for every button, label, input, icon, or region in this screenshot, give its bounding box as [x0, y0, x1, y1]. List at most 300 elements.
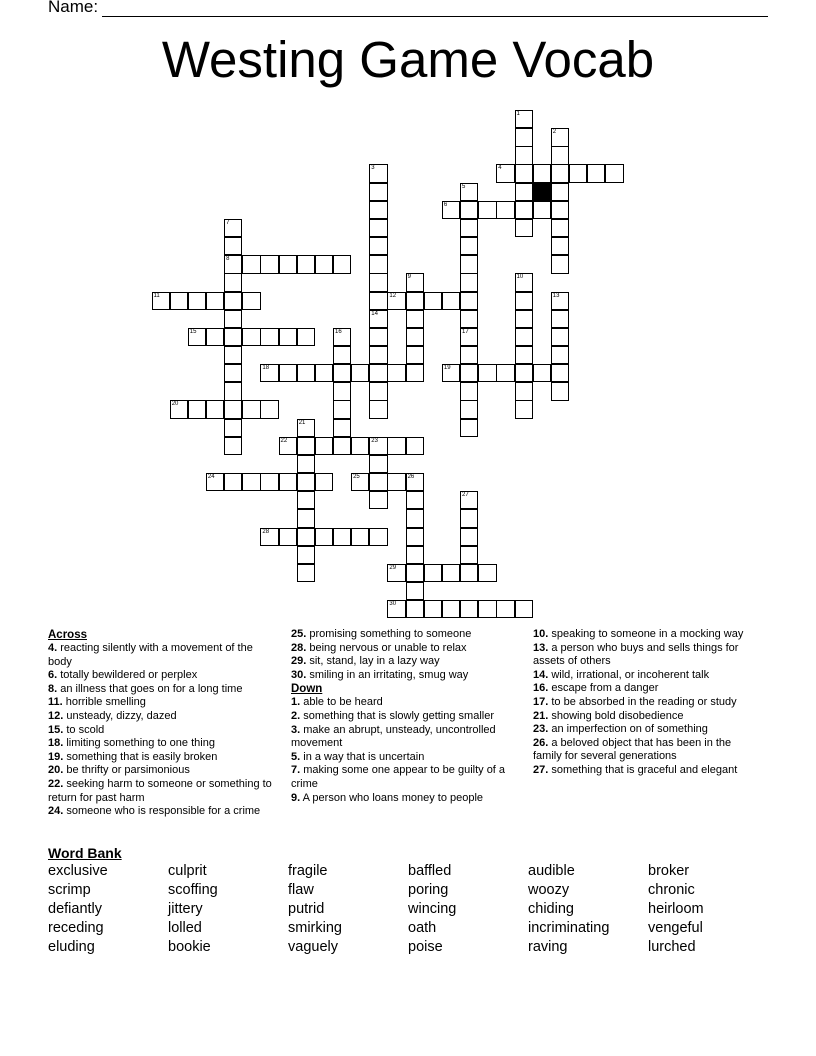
- clue-item-number: 18.: [48, 737, 64, 750]
- clue-number: 7: [226, 219, 230, 226]
- crossword-cell[interactable]: [551, 164, 569, 182]
- crossword-cell[interactable]: [496, 201, 514, 219]
- clue-number: 18: [262, 365, 270, 372]
- crossword-cell[interactable]: [297, 437, 315, 455]
- crossword-cell[interactable]: [333, 364, 351, 382]
- crossword-cell[interactable]: [315, 528, 333, 546]
- crossword-cell[interactable]: [533, 164, 551, 182]
- crossword-cell[interactable]: [496, 600, 514, 618]
- crossword-cell[interactable]: [315, 473, 333, 491]
- clue-item-text: in a way that is uncertain: [300, 750, 425, 763]
- crossword-cell[interactable]: [387, 292, 405, 310]
- clues-column-1: [48, 628, 272, 819]
- crossword-cell[interactable]: [333, 437, 351, 455]
- word-bank: [48, 862, 808, 957]
- clue-item-number: 4.: [48, 642, 58, 654]
- crossword-cell[interactable]: [279, 255, 297, 273]
- crossword-cell[interactable]: [333, 400, 351, 418]
- crossword-cell[interactable]: [260, 400, 278, 418]
- crossword-cell[interactable]: [515, 400, 533, 418]
- crossword-cell[interactable]: [605, 164, 623, 182]
- clue-item-text: something that is graceful and elegant: [548, 763, 738, 776]
- crossword-cell[interactable]: [224, 382, 242, 400]
- clue-item: [291, 764, 516, 791]
- crossword-cell[interactable]: [369, 237, 387, 255]
- crossword-cell[interactable]: [387, 600, 405, 618]
- crossword-cell[interactable]: [460, 328, 478, 346]
- crossword-cell[interactable]: [333, 528, 351, 546]
- clue-number: 26: [407, 474, 415, 480]
- clue-item-number: 6.: [48, 669, 58, 682]
- crossword-cell[interactable]: [587, 164, 605, 182]
- crossword-cell[interactable]: [260, 528, 278, 546]
- crossword-cell[interactable]: [406, 600, 424, 618]
- crossword-cell[interactable]: [224, 255, 242, 273]
- down-heading: Down: [291, 683, 323, 696]
- crossword-cell[interactable]: [387, 473, 405, 491]
- crossword-cell[interactable]: [406, 546, 424, 564]
- clue-number: 11: [153, 292, 160, 299]
- crossword-cell[interactable]: [369, 273, 387, 291]
- crossword-cell[interactable]: [460, 201, 478, 219]
- clue-item-text: A person who loans money to people: [300, 791, 484, 804]
- crossword-cell[interactable]: [515, 183, 533, 201]
- crossword-cell[interactable]: [369, 292, 387, 310]
- crossword-cell[interactable]: [515, 346, 533, 364]
- crossword-cell[interactable]: [333, 346, 351, 364]
- clue-item-number: 16.: [533, 682, 549, 695]
- crossword-cell[interactable]: [460, 255, 478, 273]
- clue-item-number: 11.: [48, 696, 63, 709]
- crossword-cell[interactable]: [406, 364, 424, 382]
- clue-item: [533, 710, 759, 724]
- clue-item-number: 27.: [533, 763, 549, 776]
- word-bank-item: putrid: [288, 901, 325, 917]
- clue-number: 9: [407, 274, 411, 281]
- crossword-cell[interactable]: [406, 473, 424, 491]
- clue-item: [48, 696, 272, 710]
- crossword-cell[interactable]: [424, 600, 442, 618]
- crossword-cell[interactable]: [551, 201, 569, 219]
- crossword-cell[interactable]: [551, 183, 569, 201]
- word-bank-item: jittery: [168, 901, 203, 917]
- crossword-cell[interactable]: [442, 564, 460, 582]
- crossword-cell[interactable]: [369, 473, 387, 491]
- crossword-cell[interactable]: [224, 273, 242, 291]
- crossword-cell[interactable]: [333, 382, 351, 400]
- clue-item: [291, 669, 516, 683]
- clue-item-text: speaking to someone in a mocking way: [548, 628, 744, 640]
- crossword-cell[interactable]: [496, 364, 514, 382]
- crossword-cell[interactable]: [424, 564, 442, 582]
- crossword-cell[interactable]: [369, 201, 387, 219]
- crossword-cell[interactable]: [224, 364, 242, 382]
- word-bank-item: vaguely: [288, 939, 338, 955]
- crossword-cell[interactable]: [297, 509, 315, 527]
- crossword-cell[interactable]: [279, 528, 297, 546]
- crossword-cell[interactable]: [478, 564, 496, 582]
- clue-item-number: 23.: [533, 723, 549, 736]
- crossword-cell[interactable]: [515, 328, 533, 346]
- clue-item: [291, 696, 516, 710]
- crossword-cell[interactable]: [260, 473, 278, 491]
- word-bank-item: bookie: [168, 939, 211, 955]
- crossword-cell[interactable]: [460, 546, 478, 564]
- crossword-cell[interactable]: [224, 219, 242, 237]
- word-bank-heading: Word Bank: [48, 845, 122, 861]
- crossword-cell[interactable]: [170, 400, 188, 418]
- crossword-cell[interactable]: [478, 600, 496, 618]
- crossword-cell[interactable]: [460, 382, 478, 400]
- crossword-cell[interactable]: [224, 237, 242, 255]
- word-bank-item: scrimp: [48, 882, 91, 898]
- clue-item: [533, 669, 759, 683]
- crossword-cell[interactable]: [315, 437, 333, 455]
- crossword-cell[interactable]: [406, 328, 424, 346]
- crossword-cell[interactable]: [279, 473, 297, 491]
- clue-number: 15: [189, 328, 197, 335]
- crossword-cell[interactable]: [515, 219, 533, 237]
- word-bank-item: eluding: [48, 939, 95, 955]
- clue-number: 10: [516, 274, 524, 281]
- clue-number: 16: [335, 328, 342, 335]
- clue-item-number: 20.: [48, 764, 64, 777]
- word-bank-item: poise: [408, 939, 443, 955]
- crossword-cell[interactable]: [406, 292, 424, 310]
- clue-item-text: sit, stand, lay in a lazy way: [306, 655, 440, 668]
- crossword-cell[interactable]: [460, 346, 478, 364]
- crossword-cell[interactable]: [460, 310, 478, 328]
- clues-column-2: [291, 628, 516, 805]
- crossword-cell[interactable]: [551, 255, 569, 273]
- clues-column-3: [533, 628, 759, 778]
- clue-item-text: a beloved object that has been in the family for several generations: [533, 736, 732, 763]
- crossword-cell[interactable]: [188, 328, 206, 346]
- clue-number: 12: [389, 292, 397, 299]
- crossword-cell[interactable]: [460, 400, 478, 418]
- clue-item-text: make an abrupt, unsteady, uncontrolled movement: [291, 723, 496, 750]
- clue-item-number: 2.: [291, 709, 301, 722]
- crossword-cell[interactable]: [369, 328, 387, 346]
- crossword-cell[interactable]: [206, 328, 224, 346]
- clue-item-number: 24.: [48, 805, 64, 818]
- clue-item-number: 25.: [291, 628, 307, 640]
- crossword-cell[interactable]: [551, 310, 569, 328]
- crossword-cell[interactable]: [533, 201, 551, 219]
- crossword-cell[interactable]: [460, 219, 478, 237]
- word-bank-item: receding: [48, 920, 104, 936]
- crossword-cell[interactable]: [478, 364, 496, 382]
- clue-item-text: unsteady, dizzy, dazed: [63, 709, 177, 722]
- clue-item: [533, 764, 759, 778]
- crossword-cell[interactable]: [297, 473, 315, 491]
- crossword-cell[interactable]: [533, 364, 551, 382]
- word-bank-item: heirloom: [648, 901, 704, 917]
- crossword-cell[interactable]: [369, 364, 387, 382]
- clue-item-number: 14.: [533, 668, 549, 681]
- crossword-cell[interactable]: [406, 582, 424, 600]
- clue-item: [291, 655, 516, 669]
- crossword-cell[interactable]: [551, 328, 569, 346]
- clue-item: [48, 642, 272, 669]
- word-bank-item: culprit: [168, 863, 207, 879]
- crossword-cell[interactable]: [188, 400, 206, 418]
- clue-item: [48, 724, 272, 738]
- crossword-cell[interactable]: [515, 310, 533, 328]
- clue-item-text: a person who buys and sells things for assets of others: [533, 641, 739, 668]
- crossword-cell[interactable]: [279, 328, 297, 346]
- clue-item-text: someone who is responsible for a crime: [63, 805, 261, 818]
- clue-item-number: 22.: [48, 777, 64, 790]
- crossword-cell[interactable]: [242, 328, 260, 346]
- crossword-cell[interactable]: [242, 400, 260, 418]
- clue-number: 2: [552, 129, 557, 136]
- crossword-cell[interactable]: [387, 437, 405, 455]
- clue-item-text: being nervous or unable to relax: [306, 641, 467, 654]
- clue-item-number: 30.: [291, 668, 307, 681]
- crossword-cell[interactable]: [515, 364, 533, 382]
- clue-item-text: totally bewildered or perplex: [57, 669, 198, 682]
- crossword-cell[interactable]: [406, 310, 424, 328]
- crossword-cell[interactable]: [460, 364, 478, 382]
- crossword-cell[interactable]: [406, 273, 424, 291]
- crossword-cell[interactable]: [242, 255, 260, 273]
- crossword-cell[interactable]: [333, 328, 351, 346]
- clue-number: 1: [516, 111, 520, 117]
- clue-item-text: escape from a danger: [548, 682, 659, 695]
- crossword-cell[interactable]: [442, 600, 460, 618]
- clue-item-text: an illness that goes on for a long time: [57, 682, 243, 695]
- crossword-cell[interactable]: [369, 437, 387, 455]
- clue-item: [533, 737, 759, 764]
- crossword-cell[interactable]: [297, 419, 315, 437]
- word-bank-item: chronic: [648, 882, 695, 898]
- word-bank-item: exclusive: [48, 863, 108, 879]
- clue-item-text: showing bold disobedience: [548, 709, 684, 722]
- clue-number: 3: [371, 165, 375, 172]
- clue-item: [48, 805, 272, 819]
- crossword-cell[interactable]: [460, 564, 478, 582]
- clue-item: [48, 737, 272, 751]
- crossword-cell[interactable]: [496, 164, 514, 182]
- clue-item: [291, 710, 516, 724]
- crossword-cell[interactable]: [224, 400, 242, 418]
- crossword-cell[interactable]: [260, 255, 278, 273]
- clue-item-number: 1.: [291, 696, 301, 709]
- crossword-cell[interactable]: [224, 310, 242, 328]
- crossword-cell[interactable]: [515, 273, 533, 291]
- crossword-cell[interactable]: [460, 419, 478, 437]
- clue-number: 6: [443, 201, 448, 208]
- crossword-cell[interactable]: [515, 600, 533, 618]
- word-bank-item: raving: [528, 939, 568, 955]
- crossword-cell[interactable]: [297, 255, 315, 273]
- crossword-cell[interactable]: [460, 491, 478, 509]
- clue-item-number: 28.: [291, 641, 307, 654]
- crossword-cell[interactable]: [333, 419, 351, 437]
- clue-number: 28: [262, 528, 270, 535]
- clue-number: 4: [498, 165, 502, 172]
- crossword-cell[interactable]: [315, 364, 333, 382]
- crossword-cell[interactable]: [442, 201, 460, 219]
- crossword-cell[interactable]: [369, 491, 387, 509]
- clue-item: [533, 696, 759, 710]
- crossword-cell[interactable]: [551, 346, 569, 364]
- crossword-cell[interactable]: [369, 382, 387, 400]
- crossword-cell[interactable]: [351, 528, 369, 546]
- crossword-cell[interactable]: [351, 437, 369, 455]
- word-bank-item: vengeful: [648, 920, 703, 936]
- clue-item: [533, 723, 759, 737]
- clue-item-text: to be absorbed in the reading or study: [548, 695, 737, 708]
- clue-number: 19: [443, 365, 451, 372]
- crossword-cell[interactable]: [242, 473, 260, 491]
- crossword-cell[interactable]: [551, 382, 569, 400]
- crossword-cell[interactable]: [206, 292, 224, 310]
- crossword-cell[interactable]: [297, 328, 315, 346]
- crossword-cell[interactable]: [551, 237, 569, 255]
- crossword-cell[interactable]: [406, 509, 424, 527]
- crossword-cell[interactable]: [515, 292, 533, 310]
- crossword-cell[interactable]: [460, 292, 478, 310]
- crossword-cell[interactable]: [515, 201, 533, 219]
- crossword-cell[interactable]: [460, 600, 478, 618]
- clue-number: 29: [389, 564, 397, 571]
- clue-item-number: 21.: [533, 709, 549, 722]
- crossword-cell[interactable]: [224, 419, 242, 437]
- crossword-cell[interactable]: [551, 146, 569, 164]
- clue-item: [291, 628, 516, 642]
- clue-item-number: 26.: [533, 736, 549, 749]
- crossword-cell[interactable]: [242, 292, 260, 310]
- crossword-cell[interactable]: [369, 310, 387, 328]
- crossword-cell[interactable]: [369, 219, 387, 237]
- clue-number: 30: [389, 601, 397, 607]
- clue-item-number: 7.: [291, 764, 301, 777]
- crossword-cell[interactable]: [224, 292, 242, 310]
- crossword-cell[interactable]: [369, 455, 387, 473]
- crossword-cell[interactable]: [515, 146, 533, 164]
- clue-number: 13: [552, 292, 560, 299]
- crossword-cell[interactable]: [260, 328, 278, 346]
- crossword-cell[interactable]: [515, 110, 533, 128]
- crossword-cell[interactable]: [297, 364, 315, 382]
- crossword-block-cell: [533, 183, 551, 201]
- crossword-cell[interactable]: [351, 364, 369, 382]
- crossword-cell[interactable]: [460, 237, 478, 255]
- crossword-cell[interactable]: [460, 183, 478, 201]
- crossword-cell[interactable]: [152, 292, 170, 310]
- crossword-cell[interactable]: [224, 346, 242, 364]
- clue-item-number: 5.: [291, 750, 301, 763]
- crossword-cell[interactable]: [279, 437, 297, 455]
- crossword-cell[interactable]: [515, 164, 533, 182]
- clue-item-number: 8.: [48, 682, 58, 695]
- crossword-cell[interactable]: [387, 364, 405, 382]
- crossword-cell[interactable]: [551, 128, 569, 146]
- crossword-cell[interactable]: [551, 292, 569, 310]
- crossword-cell[interactable]: [460, 509, 478, 527]
- clue-item-number: 3.: [291, 723, 301, 736]
- crossword-cell[interactable]: [369, 346, 387, 364]
- crossword-cell[interactable]: [297, 491, 315, 509]
- word-bank-item: lurched: [648, 939, 696, 955]
- clue-item-number: 15.: [48, 723, 64, 736]
- crossword-cell[interactable]: [297, 528, 315, 546]
- crossword-cell[interactable]: [515, 382, 533, 400]
- clue-number: 23: [371, 437, 378, 444]
- crossword-cell[interactable]: [170, 292, 188, 310]
- word-bank-item: scoffing: [168, 882, 218, 898]
- crossword-cell[interactable]: [387, 564, 405, 582]
- crossword-cell[interactable]: [206, 400, 224, 418]
- clue-item-text: something that is slowly getting smaller: [300, 709, 494, 722]
- crossword-cell[interactable]: [406, 346, 424, 364]
- crossword-cell[interactable]: [315, 255, 333, 273]
- crossword-cell[interactable]: [460, 273, 478, 291]
- crossword-cell[interactable]: [369, 400, 387, 418]
- clue-item: [533, 682, 759, 696]
- crossword-cell[interactable]: [369, 164, 387, 182]
- clue-item-text: able to be heard: [300, 696, 383, 709]
- crossword-cell[interactable]: [406, 437, 424, 455]
- crossword-cell[interactable]: [297, 546, 315, 564]
- word-bank-item: smirking: [288, 920, 342, 936]
- crossword-cell[interactable]: [333, 255, 351, 273]
- clue-item: [533, 642, 759, 669]
- crossword-cell[interactable]: [369, 528, 387, 546]
- crossword-cell[interactable]: [224, 328, 242, 346]
- crossword-cell[interactable]: [442, 292, 460, 310]
- clue-item-text: seeking harm to someone or something to return for past harm: [48, 777, 272, 804]
- crossword-cell[interactable]: [369, 183, 387, 201]
- crossword-cell[interactable]: [351, 473, 369, 491]
- crossword-cell[interactable]: [206, 473, 224, 491]
- crossword-cell[interactable]: [297, 564, 315, 582]
- crossword-cell[interactable]: [478, 201, 496, 219]
- clue-item: [48, 710, 272, 724]
- clue-number: 14: [371, 310, 378, 317]
- crossword-cell[interactable]: [515, 128, 533, 146]
- crossword-cell[interactable]: [442, 364, 460, 382]
- clue-number: 5: [462, 183, 466, 190]
- crossword-cell[interactable]: [260, 364, 278, 382]
- clue-item-number: 29.: [291, 655, 307, 668]
- crossword-cell[interactable]: [297, 455, 315, 473]
- word-bank-item: incriminating: [528, 920, 610, 936]
- crossword-cell[interactable]: [551, 219, 569, 237]
- clue-item: [291, 724, 516, 751]
- clue-item-number: 10.: [533, 628, 549, 640]
- crossword-cell[interactable]: [279, 364, 297, 382]
- clue-item-number: 13.: [533, 641, 549, 654]
- clue-number: 21: [298, 419, 306, 426]
- crossword-cell[interactable]: [188, 292, 206, 310]
- crossword-cell[interactable]: [224, 437, 242, 455]
- crossword-cell[interactable]: [369, 255, 387, 273]
- crossword-cell[interactable]: [406, 491, 424, 509]
- crossword-cell[interactable]: [569, 164, 587, 182]
- crossword-cell[interactable]: [551, 364, 569, 382]
- crossword-cell[interactable]: [406, 564, 424, 582]
- crossword-cell[interactable]: [424, 292, 442, 310]
- crossword-cell[interactable]: [406, 528, 424, 546]
- crossword-cell[interactable]: [460, 528, 478, 546]
- name-label: Name:: [48, 0, 99, 16]
- clue-item-text: an imperfection on of something: [548, 723, 708, 736]
- word-bank-item: flaw: [288, 882, 314, 898]
- crossword-cell[interactable]: [224, 473, 242, 491]
